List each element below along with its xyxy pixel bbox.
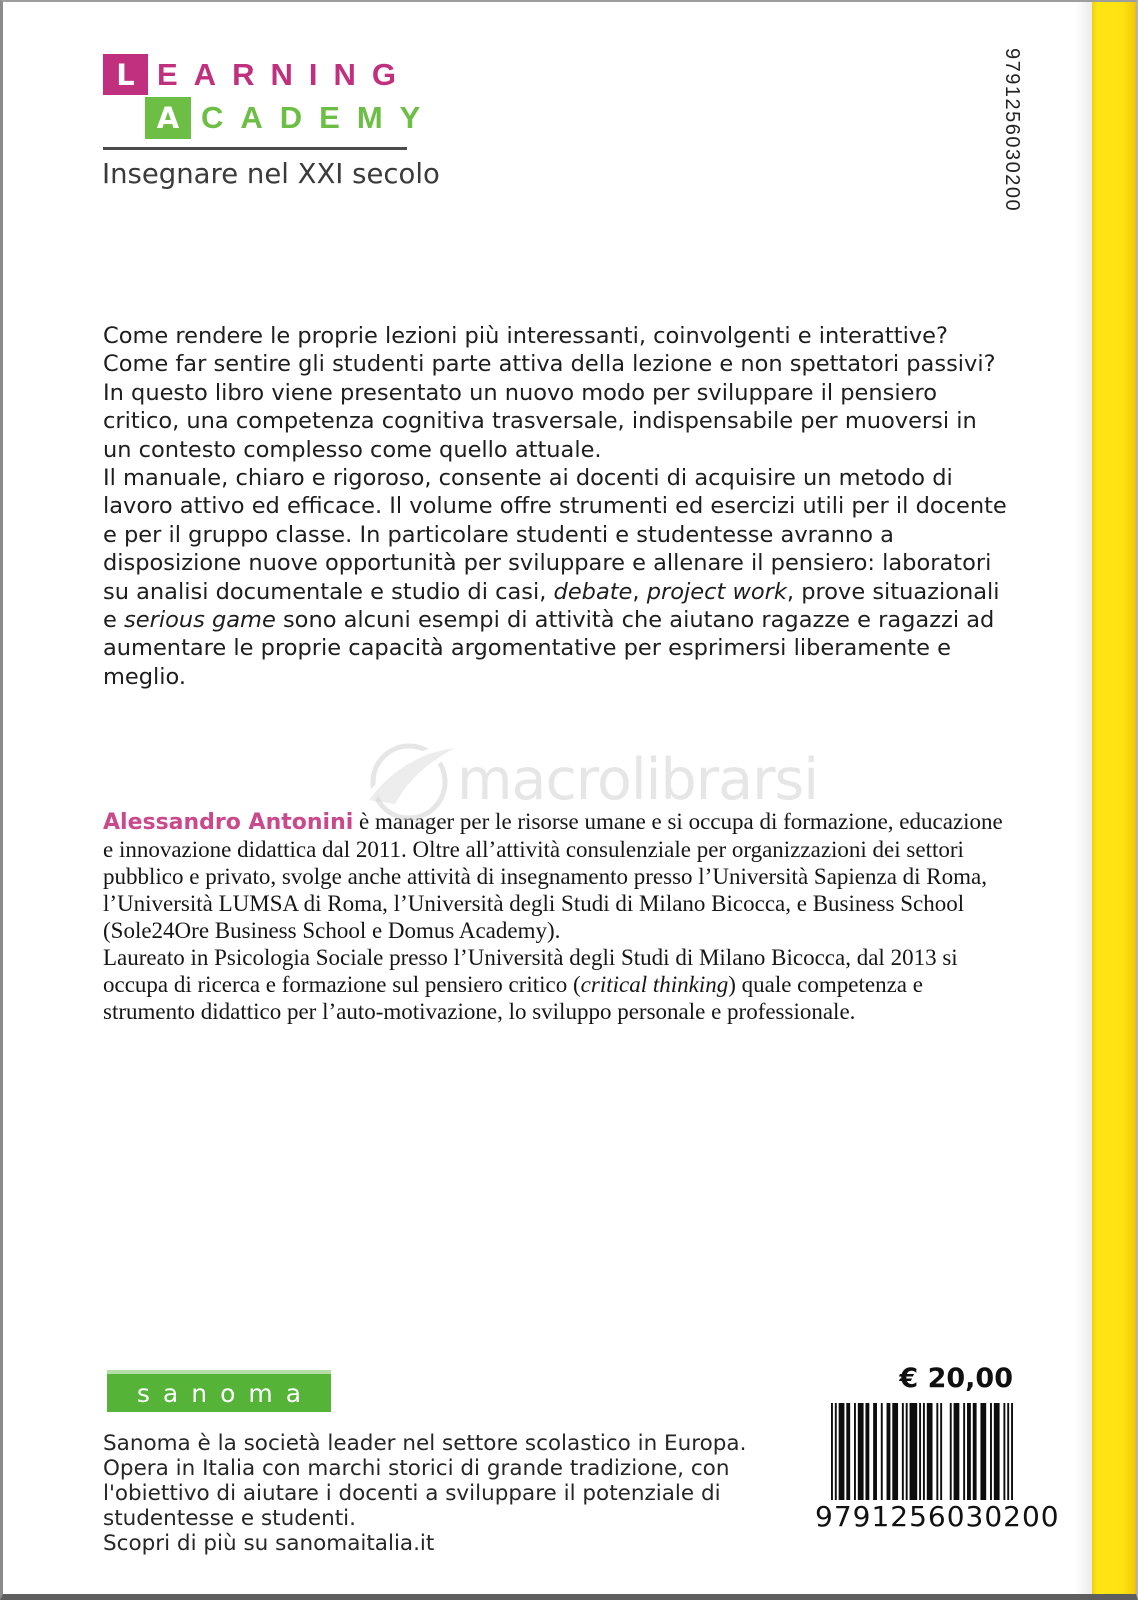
watermark-text: macrolibrarsi [457,747,819,813]
bio-italic-critical-thinking: critical thinking [580,972,729,997]
back-cover-blurb [103,322,1008,691]
blurb-italic-project-work: project work [646,578,787,605]
publisher-description-block [103,1431,815,1556]
blurb-text: , [632,578,647,605]
ean13-barcode [831,1403,1013,1500]
logo-letter-box-a: A [145,97,191,139]
blurb-paragraph-2 [103,464,1008,691]
bio-text: Laureato in Psicologia Sociale presso l’Università degli Studi di Milano Bicocca, dal 2013 si occupa di ricerca e formazione sul pensiero critico ( [103,945,958,997]
bio-paragraph-1 [103,808,1003,944]
logo-word-learning: EARNING [157,56,412,92]
logo-letter-box-l: L [103,54,148,95]
cover-fold-shadow [1075,2,1092,1594]
yellow-spine-stripe [1092,2,1136,1594]
blurb-italic-debate: debate [553,578,633,605]
blurb-text: , prove situazionali e [103,578,1000,634]
publisher-description: Sanoma è la società leader nel settore scolastico in Europa. Opera in Italia con marchi storici di grande tradizione, con l'obiettivo di aiutare i docenti a sviluppare il potenziale di studentesse e studenti. [103,1431,747,1531]
price-label: € 20,00 [899,1363,1013,1394]
author-bio [103,808,1003,1025]
publisher-cta: Scopri di più su sanomaitalia.it [103,1531,435,1556]
bio-text: ) quale competenza e strumento didattico per l’auto-motivazione, lo sviluppo personale e professionale. [103,972,923,1024]
series-subtitle: Insegnare nel XXI secolo [102,158,440,190]
author-name: Alessandro Antonini [103,810,354,835]
blurb-italic-serious-game: serious game [124,607,276,634]
blurb-text: sono alcuni esempi di attività che aiutano ragazze e ragazzi ad aumentare le proprie capacità argomentative per esprimersi liberamente e meglio. [103,607,995,690]
bio-paragraph-2 [103,944,1003,1025]
isbn-vertical-text: 9791256030200 [1001,48,1023,213]
bio-text: è manager per le risorse umane e si occupa di formazione, educazione e innovazione didattica dal 2011. Oltre all’attività consulenziale per organizzazioni dei settori pubblico e privato, svolge anche attività di insegnamento presso l’Università Sapienza di Roma, l’Università LUMSA di Roma, l’Università degli Studi di Milano Bicocca, e Business School (Sole24Ore Business School e Domus Academy). [103,809,1003,943]
logo-word-academy: CADEMY [201,100,438,135]
logo-divider-line [103,147,407,150]
blurb-paragraph-1: Come rendere le proprie lezioni più interessanti, coinvolgenti e interattive? Come far sentire gli studenti parte attiva della lezione e non spettatori passivi? In questo libro viene presentato un nuovo modo per sviluppare il pensiero critico, una competenza cognitiva trasversale, indispensabile per muoversi in un contesto complesso come quello attuale. [103,323,996,463]
barcode-number: 9791256030200 [815,1500,1060,1533]
blurb-text: Il manuale, chiaro e rigoroso, consente ai docenti di acquisire un metodo di lavoro attivo ed efficace. Il volume offre strumenti ed esercizi utili per il docente e per il gruppo classe. In particolare studenti e studentesse avranno a disposizione nuove opportunità per sviluppare e allenare il pensiero: laboratori su analisi documentale e studio di casi, [103,465,1007,605]
sanoma-logo: sanoma [107,1374,331,1412]
